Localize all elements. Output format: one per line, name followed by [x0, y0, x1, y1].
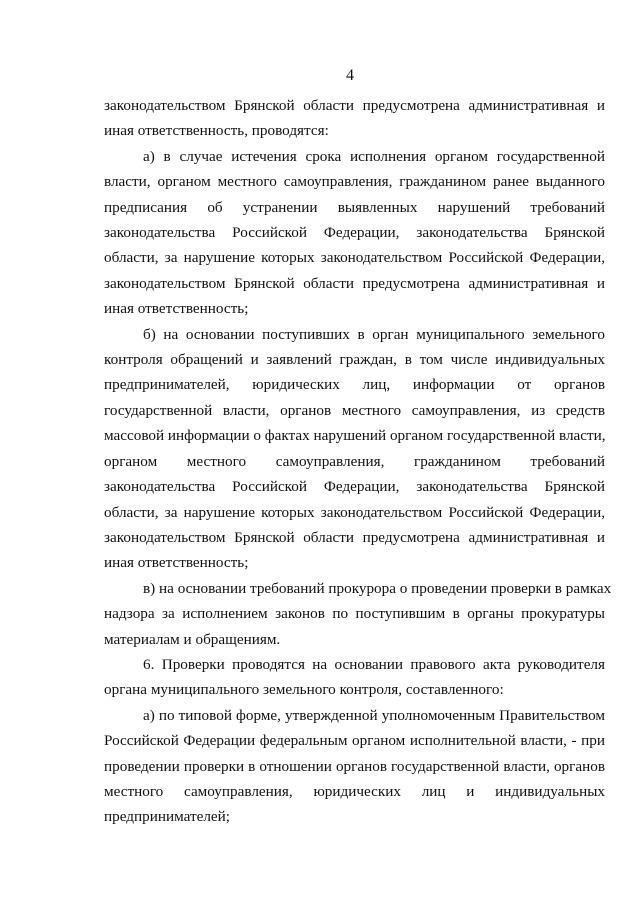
paragraph-item-a-prescription — [104, 144, 605, 322]
text-line: Российской Федерации федеральным органом исполнительной власти, - при — [104, 732, 605, 750]
text-line: предпринимателей; — [104, 808, 230, 826]
document-body — [104, 93, 612, 830]
text-line: законодательством Брянской области предусмотрена административная и — [104, 97, 605, 114]
text-line: массовой информации о фактах нарушений органом государственной власти, — [104, 427, 606, 445]
text-line: а) по типовой форме, утвержденной уполномоченным Правительством — [143, 706, 605, 724]
paragraph-section-6-item-a — [104, 703, 605, 830]
text-line: области, за нарушение которых законодательством Российской Федерации, — [104, 503, 605, 521]
text-line: области, за нарушение которых законодательством Российской Федерации, — [104, 249, 605, 267]
text-line: предписания об устранении выявленных нарушений требований — [104, 198, 605, 216]
text-line: в) на основании требований прокурора о проведении проверки в рамках — [143, 579, 612, 597]
text-line: местного самоуправления, юридических лиц и индивидуальных — [104, 782, 605, 800]
text-line: а) в случае истечения срока исполнения органом государственной — [143, 147, 605, 165]
text-line: материалам и обращениям. — [104, 630, 281, 648]
paragraph-item-b-appeals — [104, 322, 605, 576]
text-line: б) на основании поступивших в орган муниципального земельного — [143, 325, 605, 343]
text-line: законодательством Брянской области предусмотрена административная и — [104, 274, 605, 292]
text-line: власти, органом местного самоуправления, гражданином ранее выданного — [104, 173, 605, 191]
text-line: органа муниципального земельного контроля, составленного: — [104, 681, 504, 699]
paragraph-liability-continuation — [104, 93, 605, 144]
text-line: органом местного самоуправления, гражданином требований — [104, 452, 605, 470]
text-line: контроля обращений и заявлений граждан, в том числе индивидуальных — [104, 351, 605, 369]
page-number: 4 — [346, 67, 354, 84]
text-line: законодательства Российской Федерации, законодательства Брянской — [104, 224, 605, 242]
text-line: государственной власти, органов местного самоуправления, из средств — [104, 401, 605, 419]
text-line: законодательством Брянской области предусмотрена административная и — [104, 528, 605, 546]
paragraph-section-6 — [104, 652, 605, 703]
text-line: законодательства Российской Федерации, законодательства Брянской — [104, 478, 605, 496]
text-line: 6. Проверки проводятся на основании правового акта руководителя — [143, 655, 605, 673]
text-line: иная ответственность; — [104, 554, 249, 572]
text-line: предпринимателей, юридических лиц, информации от органов — [104, 376, 605, 394]
text-line: иная ответственность, проводятся: — [104, 122, 329, 140]
paragraph-item-v-prosecutor — [104, 576, 612, 652]
text-line: проведении проверки в отношении органов государственной власти, органов — [104, 757, 605, 775]
text-line: иная ответственность; — [104, 300, 249, 318]
text-line: надзора за исполнением законов по поступившим в органы прокуратуры — [104, 605, 605, 623]
